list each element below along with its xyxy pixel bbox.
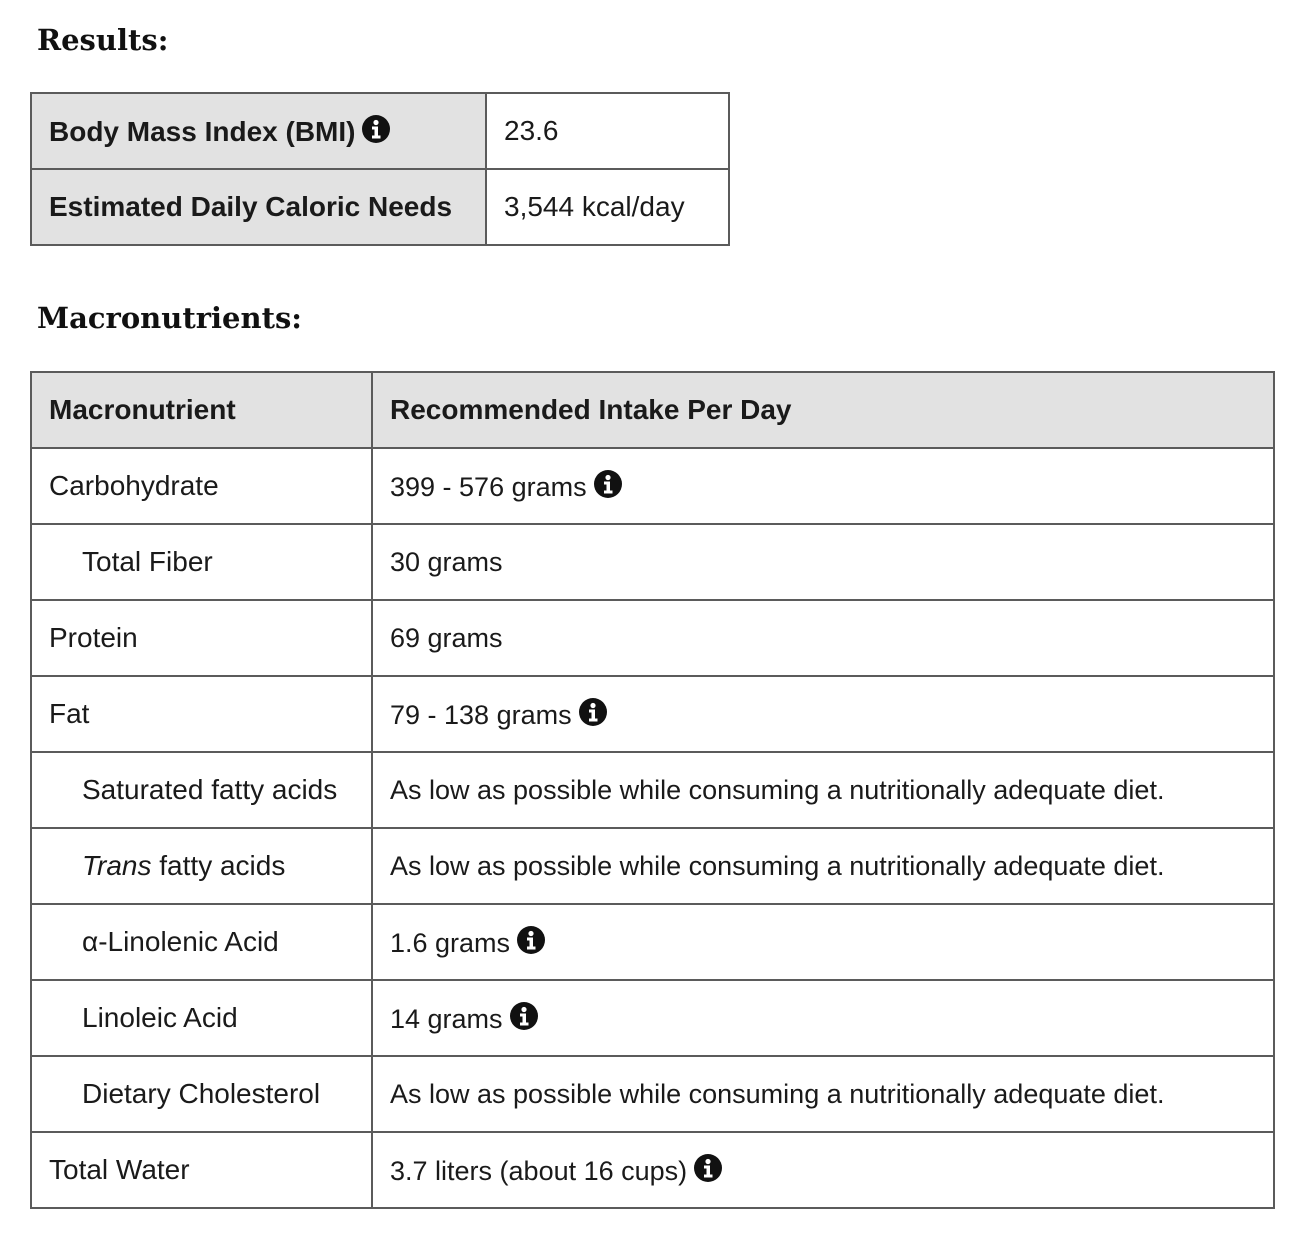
row-name-trans-fatty-acids (31, 828, 372, 904)
row-name-fat: Fat (31, 676, 372, 752)
table-row (31, 980, 1274, 1056)
row-intake-total-water-cell (372, 1132, 1274, 1208)
row-name-dietary-cholesterol: Dietary Cholesterol (31, 1056, 372, 1132)
row-intake-saturated-fatty-acids: As low as possible while consuming a nutritionally adequate diet. (372, 752, 1274, 828)
info-circle-icon[interactable] (361, 114, 391, 144)
row-intake-linoleic-acid-cell (372, 980, 1274, 1056)
table-row (31, 93, 729, 169)
table-row (31, 676, 1274, 752)
info-circle-icon[interactable] (509, 1001, 539, 1031)
table-row (31, 600, 1274, 676)
row-intake-protein: 69 grams (372, 600, 1274, 676)
table-row (31, 904, 1274, 980)
row-intake-alpha-linolenic-acid: 1.6 grams (390, 928, 511, 958)
row-name-total-fiber: Total Fiber (31, 524, 372, 600)
table-row (31, 524, 1274, 600)
row-intake-total-fiber: 30 grams (372, 524, 1274, 600)
results-table (30, 92, 730, 246)
results-heading: Results: (37, 23, 169, 57)
column-header-intake: Recommended Intake Per Day (372, 372, 1274, 448)
row-name-protein: Protein (31, 600, 372, 676)
bmi-value: 23.6 (486, 93, 729, 169)
info-circle-icon[interactable] (516, 925, 546, 955)
table-row (31, 828, 1274, 904)
macronutrients-table (30, 371, 1275, 1209)
row-intake-total-water: 3.7 liters (about 16 cups) (390, 1156, 688, 1186)
row-name-alpha-linolenic-acid: α-Linolenic Acid (31, 904, 372, 980)
table-row (31, 448, 1274, 524)
info-circle-icon[interactable] (578, 697, 608, 727)
trans-italic-word: Trans (82, 850, 152, 881)
row-intake-fat-cell (372, 676, 1274, 752)
trans-rest-text: fatty acids (151, 850, 286, 881)
row-intake-carbohydrate-cell (372, 448, 1274, 524)
table-row (31, 752, 1274, 828)
table-row (31, 1056, 1274, 1132)
table-row (31, 169, 729, 245)
row-intake-alpha-linolenic-acid-cell (372, 904, 1274, 980)
table-row (31, 1132, 1274, 1208)
row-intake-dietary-cholesterol: As low as possible while consuming a nutritionally adequate diet. (372, 1056, 1274, 1132)
info-circle-icon[interactable] (593, 469, 623, 499)
row-intake-carbohydrate: 399 - 576 grams (390, 472, 587, 502)
bmi-label: Body Mass Index (BMI) (49, 116, 356, 147)
row-name-total-water: Total Water (31, 1132, 372, 1208)
table-header-row (31, 372, 1274, 448)
row-intake-linoleic-acid: 14 grams (390, 1004, 503, 1034)
bmi-label-cell (31, 93, 486, 169)
macronutrients-heading: Macronutrients: (37, 301, 302, 335)
row-intake-trans-fatty-acids: As low as possible while consuming a nutritionally adequate diet. (372, 828, 1274, 904)
calories-value: 3,544 kcal/day (486, 169, 729, 245)
calories-label: Estimated Daily Caloric Needs (31, 169, 486, 245)
row-intake-fat: 79 - 138 grams (390, 700, 572, 730)
row-name-carbohydrate: Carbohydrate (31, 448, 372, 524)
row-name-saturated-fatty-acids: Saturated fatty acids (31, 752, 372, 828)
row-name-linoleic-acid: Linoleic Acid (31, 980, 372, 1056)
column-header-macronutrient: Macronutrient (31, 372, 372, 448)
info-circle-icon[interactable] (693, 1153, 723, 1183)
